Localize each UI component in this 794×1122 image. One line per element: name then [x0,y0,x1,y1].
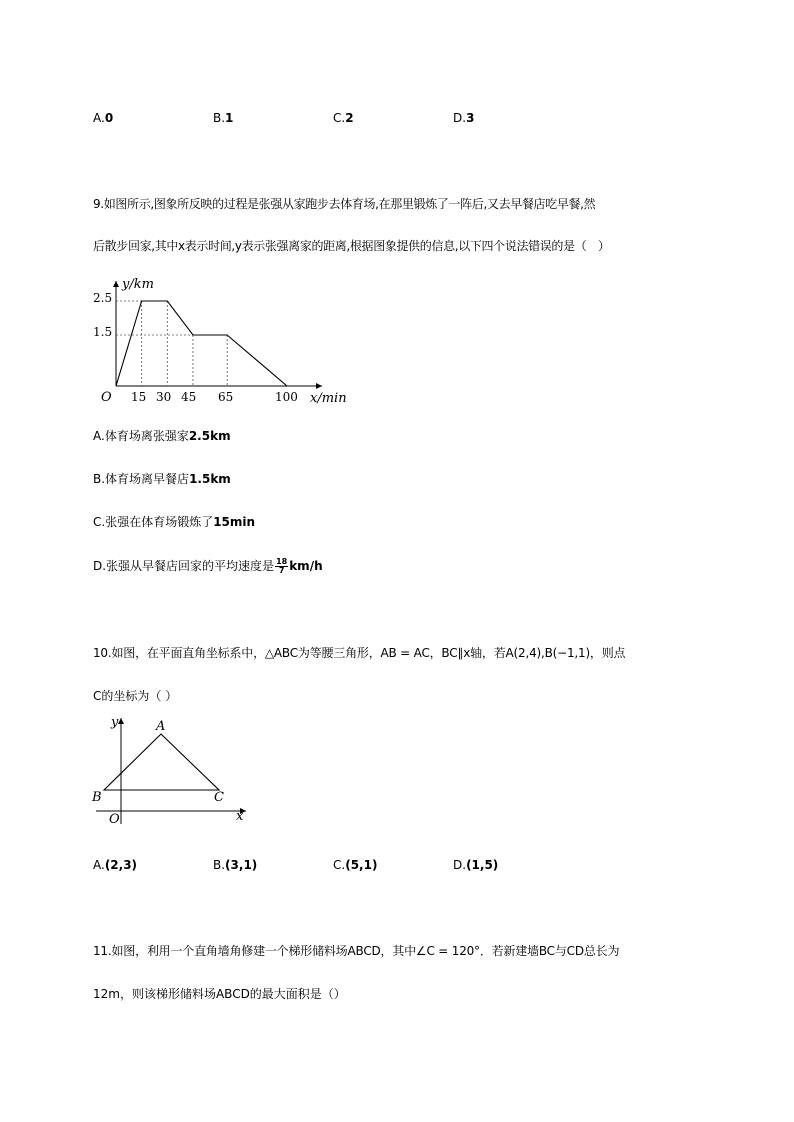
origin-label: O [109,812,120,827]
q10-option-a: A.(2,3) [93,858,138,872]
q10-stem-line2: C的坐标为（ ） [93,689,178,703]
q10-option-c: C.(5,1) [333,858,378,872]
x-tick-label-15: 15 [131,390,147,404]
q9-stem-line1: 9.如图所示,图象所反映的过程是张强从家跑步去体育场,在那里锻炼了一阵后,又去早餐店吃早餐,然 [93,197,596,211]
q11-stem-line2: 12m，则该梯形储料场ABCD的最大面积是（） [93,987,346,1001]
x-tick-label-65: 65 [218,390,234,404]
q8-option-a: A.0 [93,111,114,125]
x-axis-label: x [236,809,244,824]
q9-option-a: A.体育场离张强家2.5km [93,429,231,443]
q10-option-d: D.(1,5) [453,858,499,872]
q9-option-c: C.张强在体育场锻炼了15min [93,515,256,529]
q9-stem-line2: 后散步回家,其中x表示时间,y表示张强离家的距离,根据图象提供的信息,以下四个说法错误的是（ ） [93,239,610,253]
y-tick-label-1.5: 1.5 [93,325,113,339]
q8-option-d: D.3 [453,111,475,125]
fraction-18-7: $\frac{18}{7}$ [276,557,288,575]
y-tick-label-2.5: 2.5 [93,291,113,305]
x-tick-label-30: 30 [156,390,172,404]
q9-option-d: D.张强从早餐店回家的平均速度是 $\frac{18}{7}$ km/h [93,557,323,575]
q10-option-b: B.(3,1) [213,858,258,872]
q9-distance-time-graph [90,275,350,405]
x-tick-label-45: 45 [181,390,197,404]
vertex-label-b: B [92,790,102,805]
q9-option-b: B.体育场离早餐店1.5km [93,472,231,486]
x-tick-label-100: 100 [275,390,298,404]
q10-stem-line1: 10.如图，在平面直角坐标系中，△ABC为等腰三角形，AB = AC，BC∥x轴，若A(2,4),B(−1,1)，则点 [93,646,626,660]
q11-stem-line1: 11.如图，利用一个直角墙角修建一个梯形储料场ABCD，其中∠C = 120°．若新建墙BC与CD总长为 [93,944,620,958]
q8-option-c: C.2 [333,111,354,125]
vertex-label-a: A [156,719,166,734]
x-axis-label: x/min [310,391,347,405]
origin-label: O [101,390,112,405]
y-axis-label: y [111,715,119,730]
y-axis-label: y/km [122,277,154,292]
q8-option-b: B.1 [213,111,234,125]
q10-triangle-figure [88,712,258,827]
vertex-label-c: C [214,790,224,805]
